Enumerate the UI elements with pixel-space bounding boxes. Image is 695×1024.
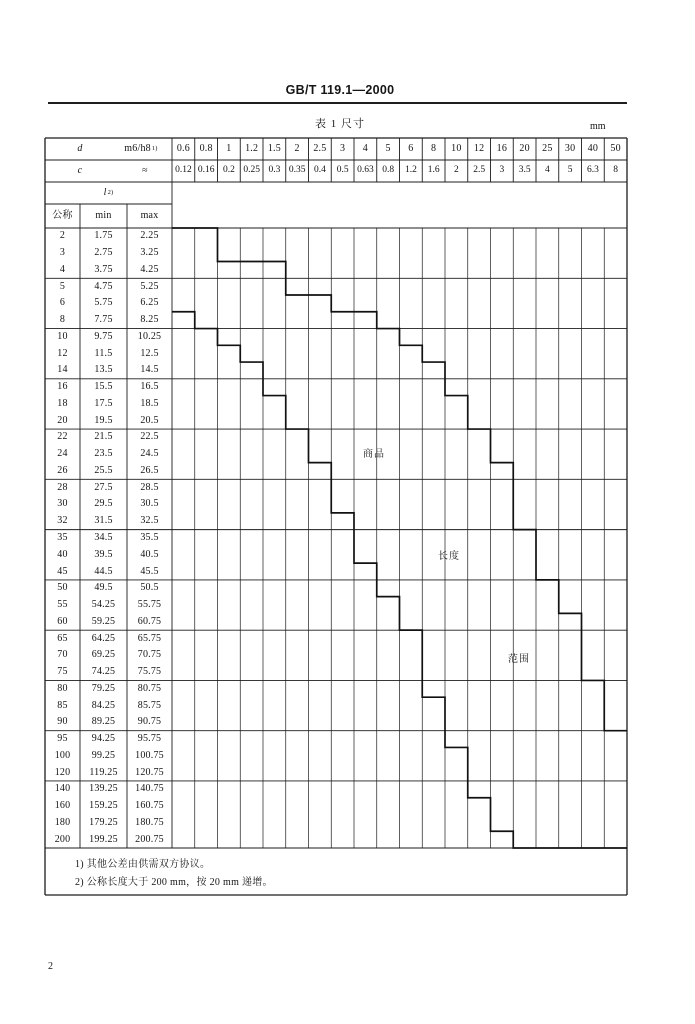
l-max-value: 65.75	[137, 632, 162, 644]
l-min-value: 74.25	[91, 666, 116, 678]
l-min-value: 139.25	[89, 783, 118, 795]
c-label: c	[77, 165, 83, 176]
l-min-value: 4.75	[94, 280, 113, 292]
l-nominal-value: 14	[57, 364, 68, 376]
l-min-value: 89.25	[91, 716, 116, 728]
c-value: 3	[499, 165, 505, 176]
table-unit: mm	[590, 121, 606, 132]
l-min-value: 2.75	[94, 247, 113, 259]
l-nominal-value: 200	[54, 833, 71, 845]
l-max-value: 22.5	[140, 431, 159, 443]
l-min-value: 79.25	[91, 682, 116, 694]
c-value: 6.3	[586, 165, 599, 176]
c-value: 3.5	[518, 165, 531, 176]
l-nominal-value: 160	[54, 800, 71, 812]
c-value: 1.6	[427, 165, 440, 176]
l-max-value: 14.5	[140, 364, 159, 376]
l-max-value: 45.5	[140, 565, 159, 577]
l-nominal-value: 70	[57, 649, 68, 661]
l-max-value: 140.75	[135, 783, 164, 795]
d-value: 50	[610, 143, 621, 154]
l-max-value: 85.75	[137, 699, 162, 711]
d-value: 0.8	[199, 143, 213, 154]
l-min-value: 199.25	[89, 833, 118, 845]
l-min-value: 15.5	[94, 381, 113, 393]
d-value: 2.5	[313, 143, 327, 154]
l-max-value: 18.5	[140, 397, 159, 409]
l-min-value: 99.25	[91, 749, 116, 761]
d-value: 6	[408, 143, 414, 154]
c-value: 4	[545, 165, 550, 176]
l-min-value: 1.75	[94, 230, 113, 242]
l-max-value: 40.5	[140, 548, 159, 560]
l-nominal-value: 120	[54, 766, 71, 778]
l-max-value: 12.5	[140, 347, 159, 359]
d-label: d	[77, 143, 83, 154]
l-nominal-value: 6	[59, 297, 66, 309]
d-value: 4	[362, 143, 368, 154]
d-value: 1.5	[267, 143, 281, 154]
l-nominal-value: 28	[57, 481, 68, 493]
d-value: 3	[340, 143, 346, 154]
l-max-value: 16.5	[140, 381, 159, 393]
l-footnote-mark: 2)	[107, 188, 114, 196]
l-max-value: 3.25	[140, 247, 159, 259]
l-min-value: 17.5	[94, 397, 113, 409]
l-nominal-value: 22	[57, 431, 68, 443]
l-nominal-value: 50	[57, 582, 68, 594]
l-max-value: 75.75	[137, 666, 162, 678]
l-max-value: 95.75	[137, 733, 162, 745]
d-value: 25	[542, 143, 553, 154]
footnote-2: 2) 公称长度大于 200 mm，按 20 mm 递增。	[75, 877, 273, 888]
l-nominal-value: 3	[59, 247, 66, 259]
l-min-value: 64.25	[91, 632, 116, 644]
l-max-value: 90.75	[137, 716, 162, 728]
l-min-value: 159.25	[89, 800, 118, 812]
l-nominal-value: 35	[57, 531, 68, 543]
l-max-value: 6.25	[140, 297, 159, 309]
range-label-length: 长度	[438, 551, 460, 562]
l-max-value: 8.25	[140, 314, 159, 326]
l-min-value: 179.25	[89, 816, 118, 828]
l-max-value: 50.5	[140, 582, 159, 594]
footnote-1: 1) 其他公差由供需双方协议。	[75, 859, 211, 870]
l-nominal-value: 55	[57, 599, 68, 611]
c-value: 0.3	[268, 165, 281, 176]
l-max-value: 30.5	[140, 498, 159, 510]
l-max-value: 2.25	[140, 230, 159, 242]
c-value: 0.63	[357, 165, 374, 176]
d-value: 0.6	[176, 143, 190, 154]
l-min-value: 34.5	[94, 531, 113, 543]
l-max-value: 4.25	[140, 263, 159, 275]
l-min-value: 25.5	[94, 464, 113, 476]
l-nominal-value: 10	[57, 330, 68, 342]
d-value: 1	[226, 143, 232, 154]
l-nominal-value: 24	[57, 448, 68, 460]
l-min-value: 69.25	[91, 649, 116, 661]
d-value: 30	[564, 143, 576, 154]
l-min-value: 54.25	[91, 599, 116, 611]
d-tolerance-label	[112, 138, 170, 160]
l-nominal-value: 65	[57, 632, 68, 644]
c-value: 2.5	[473, 165, 486, 176]
d-tolerance-footnote-mark: 1)	[151, 144, 158, 152]
l-nominal-value: 30	[57, 498, 68, 510]
c-value: 0.12	[175, 165, 192, 176]
c-approx-symbol: ≈	[142, 165, 148, 176]
l-nominal-value: 5	[59, 280, 66, 292]
l-nominal-value: 140	[54, 783, 71, 795]
l-nominal-value: 32	[57, 515, 68, 527]
l-max-value: 70.75	[137, 649, 162, 661]
l-min-value: 13.5	[94, 364, 113, 376]
l-min-value: 39.5	[94, 548, 113, 560]
l-nominal-value: 90	[57, 716, 68, 728]
l-nominal-value: 180	[54, 816, 71, 828]
page-number: 2	[48, 961, 53, 972]
l-max-value: 5.25	[140, 280, 159, 292]
column-header-max: max	[140, 210, 159, 221]
l-max-value: 32.5	[140, 515, 159, 527]
l-max-value: 28.5	[140, 481, 159, 493]
l-max-value: 35.5	[140, 531, 159, 543]
d-value: 5	[385, 143, 391, 154]
l-max-value: 80.75	[137, 682, 162, 694]
table-caption: 表 1 尺寸	[315, 118, 365, 130]
l-nominal-value: 100	[54, 749, 71, 761]
l-min-value: 44.5	[94, 565, 113, 577]
d-value: 40	[587, 143, 599, 154]
c-value: 5	[567, 165, 573, 176]
l-min-value: 119.25	[89, 766, 118, 778]
l-nominal-value: 80	[57, 682, 68, 694]
range-label-range: 范围	[508, 654, 530, 665]
l-nominal-value: 20	[57, 414, 68, 426]
l-min-value: 11.5	[94, 347, 113, 359]
l-min-value: 29.5	[94, 498, 113, 510]
l-min-value: 84.25	[91, 699, 116, 711]
l-nominal-value: 95	[57, 733, 68, 745]
l-min-value: 94.25	[91, 733, 116, 745]
l-nominal-value: 18	[57, 397, 68, 409]
c-value: 0.5	[336, 165, 349, 176]
l-nominal-value: 40	[57, 548, 68, 560]
l-nominal-value: 45	[57, 565, 68, 577]
l-min-value: 31.5	[94, 515, 113, 527]
l-min-value: 19.5	[94, 414, 113, 426]
d-value: 10	[451, 143, 462, 154]
l-nominal-value: 4	[59, 263, 66, 275]
l-min-value: 59.25	[91, 615, 116, 627]
l-nominal-value: 12	[57, 347, 68, 359]
c-value: 0.8	[382, 165, 395, 176]
column-header-min: min	[95, 210, 112, 221]
l-max-value: 24.5	[140, 448, 159, 460]
c-value: 2	[454, 165, 459, 176]
d-value: 8	[431, 143, 437, 154]
l-min-value: 21.5	[94, 431, 113, 443]
l-max-value: 160.75	[135, 800, 164, 812]
l-min-value: 5.75	[94, 297, 113, 309]
l-max-value: 100.75	[135, 749, 164, 761]
l-max-value: 26.5	[140, 464, 159, 476]
d-value: 20	[519, 143, 530, 154]
l-nominal-value: 16	[57, 381, 68, 393]
l-label	[45, 182, 172, 204]
standard-code-header: GB/T 119.1—2000	[285, 83, 395, 97]
c-value: 0.16	[197, 165, 215, 176]
l-nominal-value: 2	[59, 230, 66, 242]
d-value: 12	[473, 143, 485, 154]
l-nominal-value: 26	[57, 464, 68, 476]
c-value: 0.35	[288, 165, 306, 176]
d-value: 2	[294, 143, 300, 154]
d-tolerance-text: m6/h8	[124, 143, 151, 154]
c-value: 0.25	[243, 165, 260, 176]
c-value: 0.4	[313, 165, 326, 176]
range-label-commercial: 商品	[363, 449, 385, 460]
l-max-value: 20.5	[140, 414, 159, 426]
column-header-nominal: 公称	[52, 210, 73, 221]
l-min-value: 9.75	[94, 330, 113, 342]
l-min-value: 27.5	[94, 481, 113, 493]
l-min-value: 49.5	[94, 582, 113, 594]
l-max-value: 60.75	[137, 615, 162, 627]
l-max-value: 180.75	[135, 816, 164, 828]
l-min-value: 3.75	[94, 263, 113, 275]
c-value: 1.2	[404, 165, 417, 176]
l-nominal-value: 75	[57, 666, 68, 678]
l-label-text: l	[103, 187, 107, 198]
c-value: 8	[613, 165, 618, 176]
l-max-value: 55.75	[137, 599, 162, 611]
l-nominal-value: 60	[57, 615, 68, 627]
l-max-value: 200.75	[135, 833, 164, 845]
l-nominal-value: 85	[57, 699, 68, 711]
c-value: 0.2	[222, 165, 235, 176]
l-min-value: 7.75	[94, 314, 113, 326]
l-max-value: 10.25	[137, 330, 162, 342]
l-min-value: 23.5	[94, 448, 113, 460]
l-max-value: 120.75	[135, 766, 164, 778]
l-nominal-value: 8	[59, 314, 66, 326]
d-value: 16	[496, 143, 508, 154]
d-value: 1.2	[245, 143, 259, 154]
